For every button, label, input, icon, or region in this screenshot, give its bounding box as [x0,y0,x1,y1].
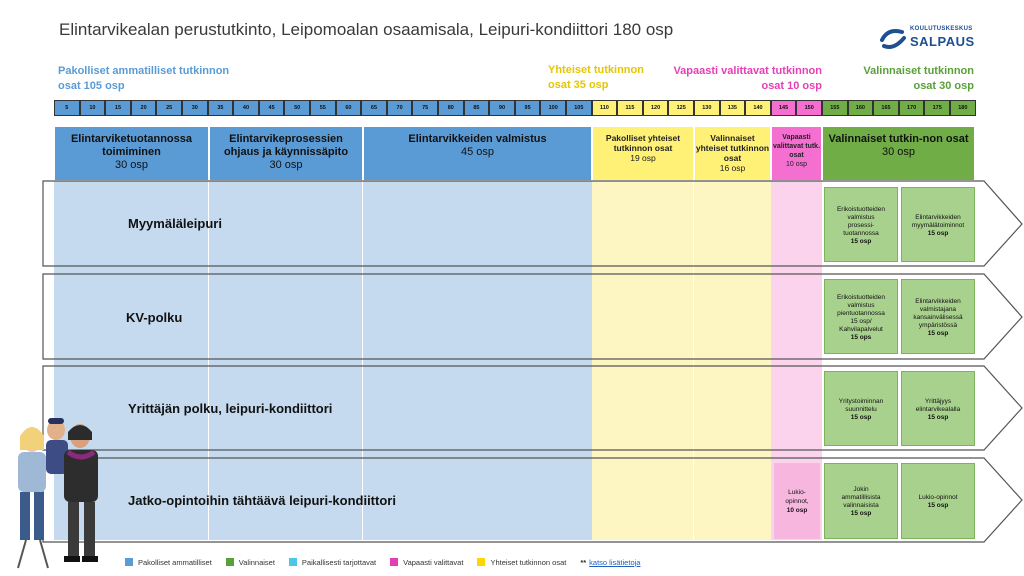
module-box-line: kansainvälisessä [913,313,963,321]
legend-item [289,558,376,567]
module-box-osp: 15 osp [850,510,872,517]
module-box [901,463,975,539]
legend-swatch [289,558,297,566]
header-yhteiset-line1: Yhteiset tutkinnon [548,64,644,76]
scale-tick: 100 [540,100,566,116]
scale-tick: 130 [694,100,720,116]
logo-line2: SALPAUS [910,34,975,49]
scale-tick: 10 [80,100,106,116]
scale-tick: 115 [617,100,643,116]
scale-tick: 135 [720,100,746,116]
header-vapaasti-line2: osat 10 osp [761,80,822,92]
legend-link-prefix: ** [580,557,587,567]
module-box-line: prosessi- [847,221,875,229]
row-label-myymalaleipuri: Myymäläleipuri [128,216,222,231]
scale-tick: 40 [233,100,259,116]
scale-tick: 85 [464,100,490,116]
legend-swatch [390,558,398,566]
page-title: Elintarvikealan perustutkinto, Leipomoalan osaamisala, Leipuri-kondiittori 180 osp [59,20,674,39]
band-name: Elintarvikkeiden valmistus [408,133,547,145]
band-osp: 45 osp [460,146,495,158]
module-box-osp: 15 ops [850,333,872,341]
module-box-content [902,190,974,261]
scale-tick: 60 [336,100,362,116]
header-pakolliset-line2: osat 105 osp [58,80,125,92]
scale-tick: 145 [771,100,797,116]
scale-tick: 90 [489,100,515,116]
scale-tick: 25 [156,100,182,116]
module-box-line: pientuotannossa [837,309,885,317]
scale-tick: 155 [822,100,848,116]
module-box-line: Erikoistuotteiden [836,205,886,213]
module-box-line: ammatillisista [841,494,881,501]
scale-tick: 5 [54,100,80,116]
scale-tick: 180 [950,100,976,116]
module-box-line: 15 osp/ [850,317,872,325]
band-osp: 10 osp [785,161,808,168]
scale-tick: 165 [873,100,899,116]
band-name: Valinnaiset yhteiset tutkinnon osat [695,133,770,163]
module-box-line: suunnittelu [845,405,877,413]
scale-tick: 80 [438,100,464,116]
scale-tick: 95 [515,100,541,116]
module-box-line: Elintarvikkeiden [915,213,961,221]
scale-tick: 120 [643,100,669,116]
scale-tick: 110 [592,100,618,116]
module-box-line: elintarvikealalla [915,405,961,413]
legend-item [477,558,566,567]
module-box-content [825,374,897,445]
row-label-yrittajan-polku: Yrittäjän polku, leipuri-kondiittori [128,401,333,416]
module-box-line: Yrittäjyys [924,397,952,405]
module-box-osp: 15 osp [850,237,872,245]
module-box-osp: 15 osp [850,413,872,421]
scale-tick: 35 [208,100,234,116]
module-box-line: ympäristössä [918,321,958,329]
module-box-line: tuotannossa [843,229,879,237]
band-name: Elintarviketuotannossa toimiminen [70,133,193,158]
band-name: Vapaasti valittavat tutk. osat [772,134,821,159]
legend-swatch [125,558,133,566]
students-photo [4,410,104,570]
module-box-osp: 15 osp [927,502,949,509]
module-box [901,371,975,446]
legend-label: Paikallisesti tarjottavat [301,557,377,567]
scale-tick: 175 [924,100,950,116]
scale-tick: 125 [668,100,694,116]
scale-tick: 70 [387,100,413,116]
legend-label: Pakolliset ammatilliset [138,557,212,567]
legend-item [226,558,275,567]
module-box [824,187,898,262]
scale-tick: 50 [284,100,310,116]
module-box-line: Erikoistuotteiden [836,293,886,301]
module-box-content [825,466,897,538]
legend-item [390,558,463,567]
legend-label: Vapaasti valittavat [403,557,464,567]
module-box [901,187,975,262]
band-name: Pakolliset yhteiset tutkinnon osat [605,133,681,153]
module-box-line: Kahvilapalvelut [839,325,883,333]
band-osp: 16 osp [719,163,746,173]
module-box-osp: 15 osp [927,329,949,337]
module-box-content [825,282,897,353]
band-name: Elintarvikeprosessien ohjaus ja käynnissäpito [223,133,349,158]
band-osp: 19 osp [630,153,656,163]
scale-tick: 140 [745,100,771,116]
band-name: Valinnaiset tutkin-non osat [828,133,969,145]
pink-box-lukio [774,463,820,539]
legend-swatch [226,558,234,566]
header-pakolliset-line1: Pakolliset ammatilliset tutkinnon [58,65,230,77]
header-valinnaiset-line2: osat 30 osp [913,80,974,92]
module-box [824,463,898,539]
band-osp: 30 osp [881,146,916,158]
pink-box-line: Lukio- [788,488,806,496]
scale-tick: 20 [131,100,157,116]
band-osp: 30 osp [114,159,149,171]
module-box-line: valmistus [847,301,875,309]
scale-tick: 45 [259,100,285,116]
module-box [824,371,898,446]
module-box-line: Lukio-opinnot [918,494,958,501]
row-label-jatko-opinnot: Jatko-opintoihin tähtäävä leipuri-kondiittori [128,493,396,508]
header-valinnaiset-line1: Valinnaiset tutkinnon [863,65,974,77]
legend-item [125,558,212,567]
scale-tick: 105 [566,100,592,116]
module-box-line: Yritystoiminnan [838,397,884,405]
module-box [824,279,898,354]
module-box-osp: 15 osp [927,413,949,421]
module-box-line: valmistus [847,213,875,221]
legend-label: Yhteiset tutkinnon osat [490,557,567,567]
scale-tick: 150 [796,100,822,116]
module-box-line: myymälätoiminnot [911,221,965,229]
module-box-line: valmistajana [919,305,957,313]
module-box-content [902,466,974,538]
logo-line1: KOULUTUSKESKUS [910,26,973,32]
scale-tick: 55 [310,100,336,116]
header-vapaasti-line1: Vapaasti valittavat tutkinnon [673,65,822,77]
header-yhteiset-line2: osat 35 osp [548,79,609,91]
more-info-link[interactable]: katso lisätietoja [589,557,641,567]
module-box-content [902,374,974,445]
pink-box-line: opinnot, [785,497,809,505]
scale-tick: 170 [899,100,925,116]
scale-tick: 15 [105,100,131,116]
legend-label: Valinnaiset [238,557,275,567]
scale-tick: 65 [361,100,387,116]
band-osp: 30 osp [269,159,303,171]
module-box-content [902,282,974,353]
legend [125,556,640,568]
row-label-kv-polku: KV-polku [126,310,183,325]
module-box-line: valinnaisista [843,502,879,509]
module-box-line: Elintarvikkeiden [915,297,961,305]
scale-tick: 75 [412,100,438,116]
legend-swatch [477,558,485,566]
module-box-line: Jokin [853,486,869,493]
scale-tick: 30 [182,100,208,116]
module-box-osp: 15 osp [927,229,949,237]
pink-box-osp: 10 osp [786,506,808,514]
module-box [901,279,975,354]
scale-tick: 160 [848,100,874,116]
module-box-content [825,190,897,261]
